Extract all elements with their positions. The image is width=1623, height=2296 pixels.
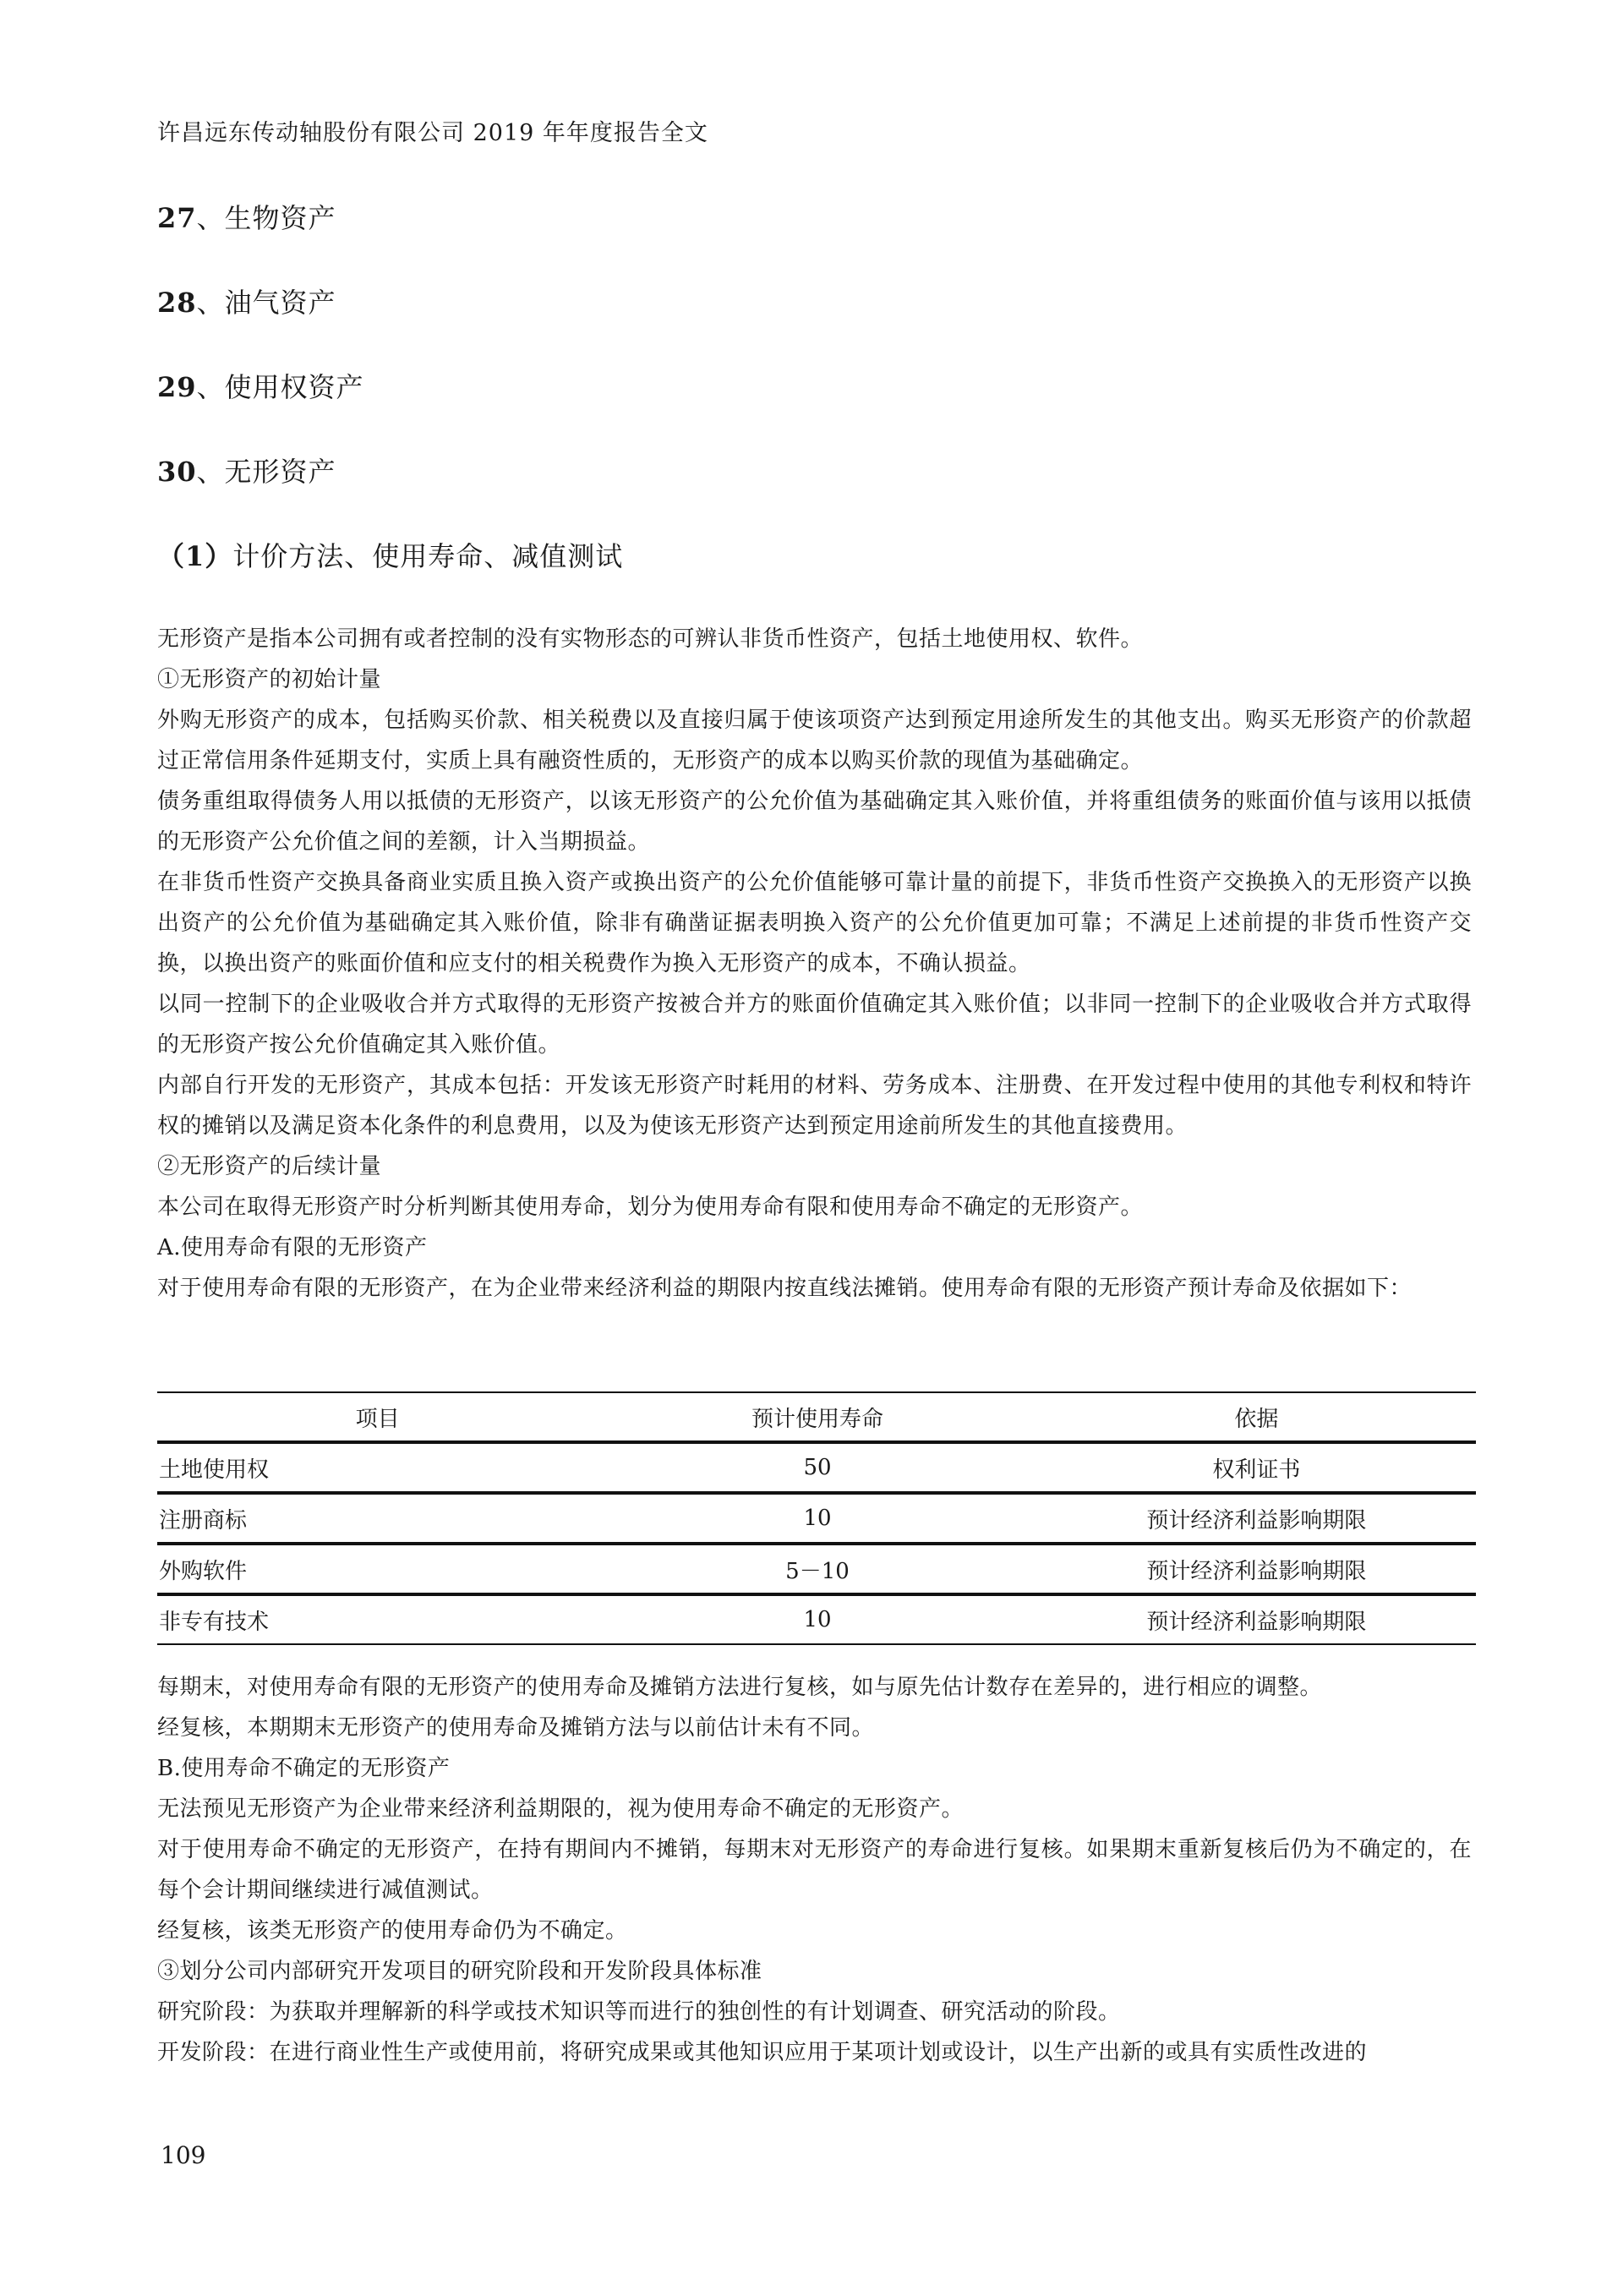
column-header-life: 预计使用寿命 xyxy=(751,1406,883,1432)
table-cell: 10 xyxy=(803,1506,832,1531)
paragraph: 本公司在取得无形资产时分析判断其使用寿命，划分为使用寿命有限和使用寿命不确定的无形资产。 xyxy=(157,1194,1144,1220)
section-number: 30 xyxy=(157,456,197,488)
paragraph: 开发阶段：在进行商业性生产或使用前，将研究成果或其他知识应用于某项计划或设计，以生产出新的或具有实质性改进的 xyxy=(157,2040,1368,2065)
section-title: 、油气资产 xyxy=(196,287,336,319)
body-text-top xyxy=(157,619,1472,1309)
report-header: 许昌远东传动轴股份有限公司 2019 年年度报告全文 xyxy=(157,120,708,146)
paragraph: ①无形资产的初始计量 xyxy=(157,667,382,692)
paragraph: 在非货币性资产交换具备商业实质且换入资产或换出资产的公允价值能够可靠计量的前提下，非货币性资产交换换入的无形资产以换出资产的公允价值为基础确定其入账价值，除非有确凿证据表明换入资产的公允价值更加可靠；不满足上述前提的非货币性资产交换，以换出资产的账面价值和应支付的相关税费作为换入无形资产的成本，不确认损益。 xyxy=(157,870,1472,976)
paragraph: 每期末，对使用寿命有限的无形资产的使用寿命及摊销方法进行复核，如与原先估计数存在差异的，进行相应的调整。 xyxy=(157,1675,1323,1700)
paragraph: A.使用寿命有限的无形资产 xyxy=(157,1235,428,1260)
table-header-row xyxy=(157,1392,1476,1442)
table-row xyxy=(157,1442,1476,1493)
table-cell: 50 xyxy=(803,1455,832,1480)
section-title: 、无形资产 xyxy=(196,456,336,488)
paragraph: 以同一控制下的企业吸收合并方式取得的无形资产按被合并方的账面价值确定其入账价值；以非同一控制下的企业吸收合并方式取得的无形资产按公允价值确定其入账价值。 xyxy=(157,992,1472,1058)
table-cell: 土地使用权 xyxy=(159,1457,270,1483)
section-number: 28 xyxy=(157,287,197,319)
paragraph: 无法预见无形资产为企业带来经济利益期限的，视为使用寿命不确定的无形资产。 xyxy=(157,1796,965,1822)
section-heading-27 xyxy=(157,200,336,237)
table-cell: 10 xyxy=(803,1607,832,1632)
table-row xyxy=(157,1594,1476,1644)
amortization-table xyxy=(157,1391,1476,1645)
paragraph: B.使用寿命不确定的无形资产 xyxy=(157,1756,451,1781)
table-cell: 预计经济利益影响期限 xyxy=(1146,1558,1367,1584)
column-header-item: 项目 xyxy=(355,1406,400,1432)
page-number: 109 xyxy=(161,2141,206,2169)
paragraph: ②无形资产的后续计量 xyxy=(157,1154,382,1179)
section-number: 27 xyxy=(157,202,197,234)
section-heading-28 xyxy=(157,284,336,321)
table-cell: 注册商标 xyxy=(159,1507,248,1533)
table-cell: 外购软件 xyxy=(159,1558,248,1584)
paragraph: 经复核，该类无形资产的使用寿命仍为不确定。 xyxy=(157,1918,628,1943)
table-cell: 权利证书 xyxy=(1212,1457,1301,1483)
section-heading-30 xyxy=(157,453,336,490)
paragraph: 内部自行开发的无形资产，其成本包括：开发该无形资产时耗用的材料、劳务成本、注册费、在开发过程中使用的其他专利权和特许权的摊销以及满足资本化条件的利息费用，以及为使该无形资产达到预定用途前所发生的其他直接费用。 xyxy=(157,1073,1472,1139)
paragraph: ③划分公司内部研究开发项目的研究阶段和开发阶段具体标准 xyxy=(157,1959,762,1984)
table-row xyxy=(157,1493,1476,1544)
subsection-title: 计价方法、使用寿命、减值测试 xyxy=(232,540,624,572)
paragraph: 债务重组取得债务人用以抵债的无形资产，以该无形资产的公允价值为基础确定其入账价值，并将重组债务的账面价值与该用以抵债的无形资产公允价值之间的差额，计入当期损益。 xyxy=(157,789,1472,855)
table-cell: 预计经济利益影响期限 xyxy=(1146,1609,1367,1635)
section-title: 、生物资产 xyxy=(196,202,336,234)
column-header-basis: 依据 xyxy=(1234,1406,1279,1432)
paragraph: 对于使用寿命有限的无形资产，在为企业带来经济利益的期限内按直线法摊销。使用寿命有限的无形资产预计寿命及依据如下： xyxy=(157,1276,1413,1301)
paragraph: 研究阶段：为获取并理解新的科学或技术知识等而进行的独创性的有计划调查、研究活动的阶段。 xyxy=(157,1999,1121,2025)
subsection-heading xyxy=(157,538,623,575)
subsection-number: （1） xyxy=(157,540,233,572)
table-row xyxy=(157,1544,1476,1594)
section-number: 29 xyxy=(157,371,197,403)
paragraph: 外购无形资产的成本，包括购买价款、相关税费以及直接归属于使该项资产达到预定用途所发生的其他支出。购买无形资产的价款超过正常信用条件延期支付，实质上具有融资性质的，无形资产的成本以购买价款的现值为基础确定。 xyxy=(157,708,1472,774)
section-heading-29 xyxy=(157,369,364,406)
table-cell: 预计经济利益影响期限 xyxy=(1146,1507,1367,1533)
paragraph: 对于使用寿命不确定的无形资产，在持有期间内不摊销，每期末对无形资产的寿命进行复核。如果期末重新复核后仍为不确定的，在每个会计期间继续进行减值测试。 xyxy=(157,1837,1472,1903)
paragraph: 经复核，本期期末无形资产的使用寿命及摊销方法与以前估计未有不同。 xyxy=(157,1715,875,1741)
section-title: 、使用权资产 xyxy=(196,371,364,403)
table-cell: 5－10 xyxy=(785,1558,850,1584)
paragraph: 无形资产是指本公司拥有或者控制的没有实物形态的可辨认非货币性资产，包括土地使用权、软件。 xyxy=(157,626,1144,652)
table-cell: 非专有技术 xyxy=(159,1609,270,1635)
body-text-bottom xyxy=(157,1667,1472,2073)
